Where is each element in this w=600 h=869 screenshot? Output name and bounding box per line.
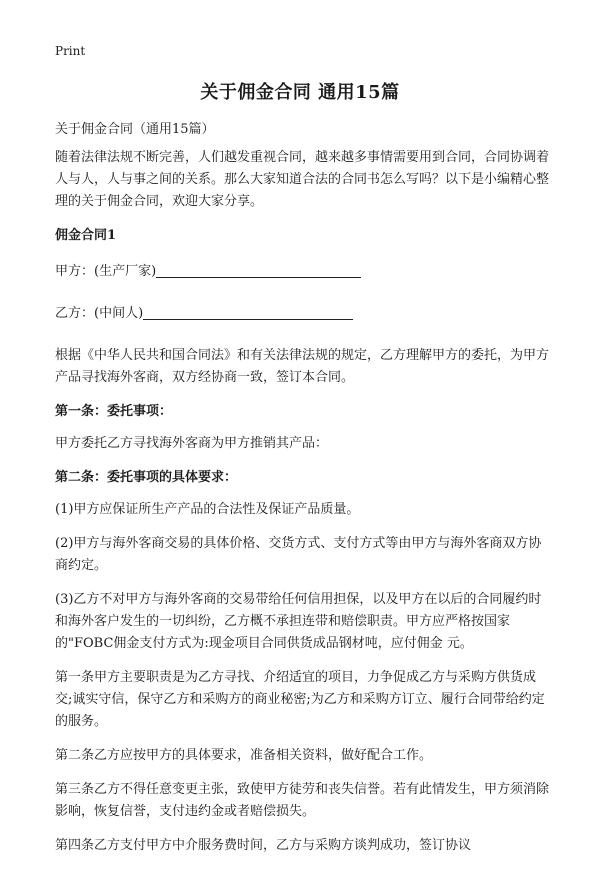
document-title: 关于佣金合同 通用15篇 [200,82,400,103]
basis-paragraph: 根据《中华人民共和国合同法》和有关法律法规的规定，乙方理解甲方的委托，为甲方产品寻找海外客商，双方经协商一致，签订本合同。 [55,348,550,385]
party-b-line [55,303,552,325]
document-subtitle: 关于佣金合同（通用15篇） [55,122,215,137]
clause-1: 第一条甲方主要职责是为乙方寻找、介绍适宜的项目，力争促成乙方与采购方供货成交;诚实守信，保守乙方和采购方的商业秘密;为乙方和采购方订立、履行合同带给约定的服务。 [55,670,545,729]
party-b-blank [143,303,353,320]
print-link[interactable]: Print [55,44,86,58]
party-a-line [55,261,552,283]
document-body [55,119,552,869]
article1-heading: 第一条：委托事项： [55,404,173,419]
party-b-label: 乙方：(中间人) [55,306,144,321]
item-3: (3)乙方不对甲方与海外客商的交易带给任何信用担保，以及甲方在以后的合同履约时和海外客户发生的一切纠纷，乙方概不承担连带和赔偿职责。甲方应严格按国家的"FOBC佣金支付方式为:现金项目合同供货成品钢材吨，应付佣金 元。 [55,592,542,651]
clause-4: 第四条乙方支付甲方中介服务费时间，乙方与采购方谈判成功，签订协议 [55,838,472,853]
item-2: (2)甲方与海外客商交易的具体价格、交货方式、支付方式等由甲方与海外客商双方协商约定。 [55,536,542,573]
clause-2: 第二条乙方应按甲方的具体要求，准备相关资料，做好配合工作。 [55,748,433,763]
item-1: (1)甲方应保证所生产产品的合法性及保证产品质量。 [55,502,360,517]
article1-text: 甲方委托乙方寻找海外客商为甲方推销其产品： [55,436,329,451]
party-a-blank [156,261,361,278]
intro-paragraph: 随着法律法规不断完善，人们越发重视合同，越来越多事情需要用到合同，合同协调着人与人，人与事之间的关系。那么大家知道合法的合同书怎么写吗？以下是小编精心整理的关于佣金合同，欢迎大家分享。 [55,150,550,209]
contract-heading: 佣金合同1 [55,228,117,243]
clause-3: 第三条乙方不得任意变更主张，致使甲方徒劳和丧失信誉。若有此情发生，甲方须消除影响，恢复信誉，支付违约金或者赔偿损失。 [55,782,550,819]
party-a-label: 甲方：(生产厂家) [55,264,157,279]
article2-heading: 第二条：委托事项的具体要求： [55,470,238,485]
